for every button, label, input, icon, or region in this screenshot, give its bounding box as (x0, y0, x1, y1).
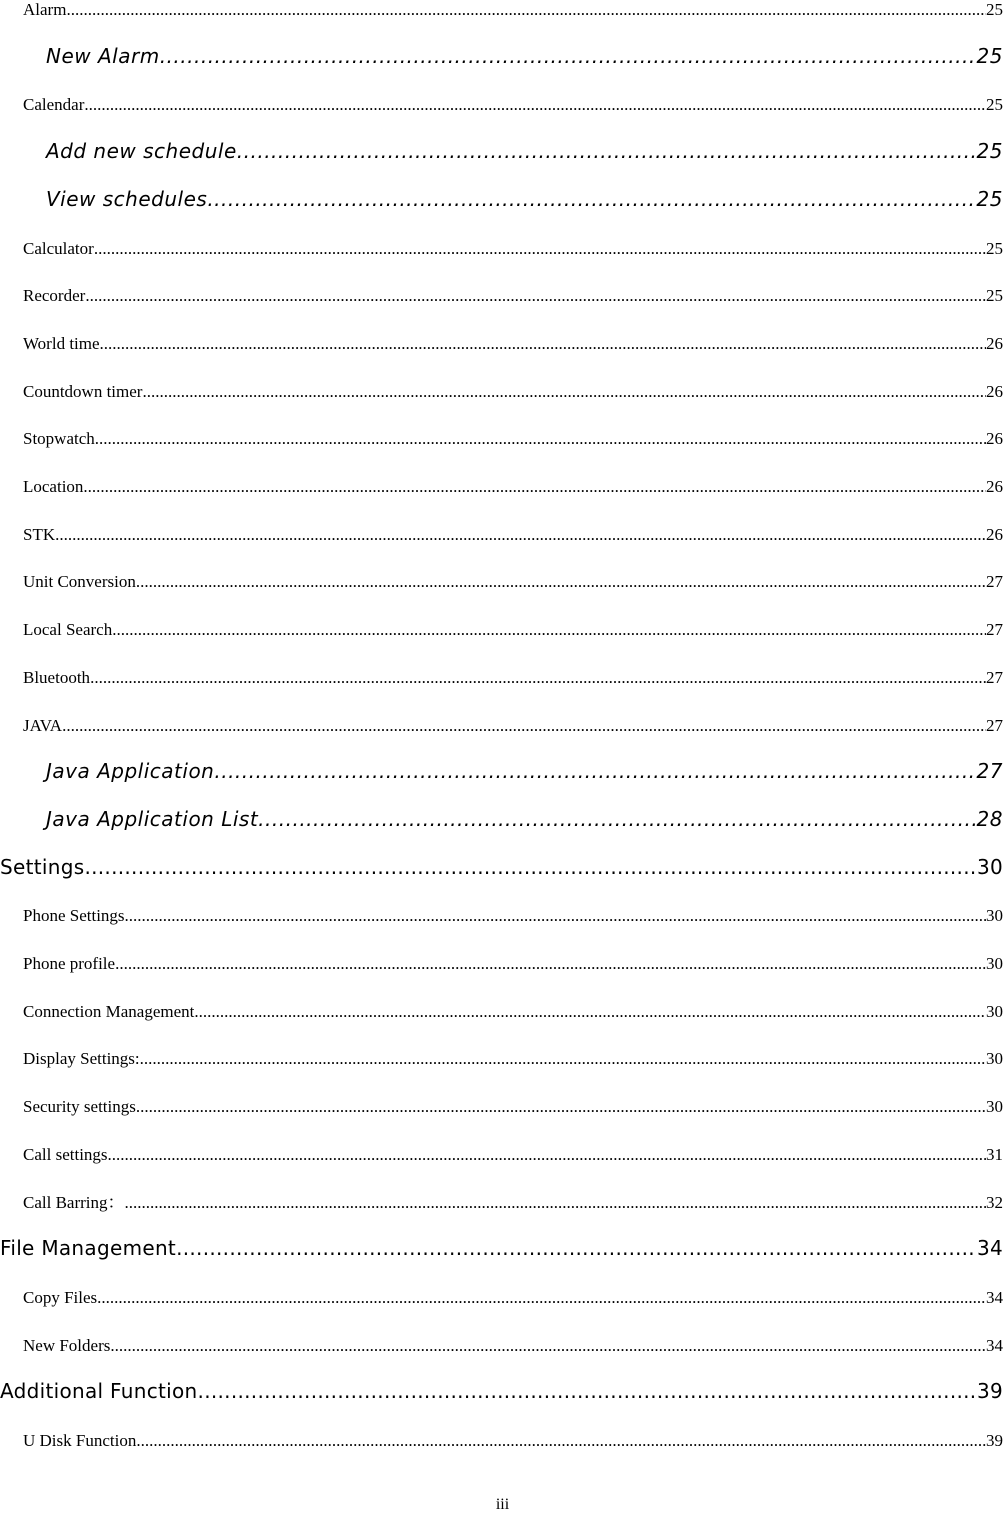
toc-entry-title: Settings (0, 855, 85, 879)
toc-entry-title: Copy Files (23, 1288, 98, 1307)
toc-entry[interactable] (0, 0, 1005, 20)
toc-entry[interactable] (0, 992, 1005, 1022)
toc-entry[interactable] (0, 372, 1005, 402)
toc-leader-dots (176, 1236, 977, 1260)
toc-entry-page: 30 (986, 1049, 1003, 1068)
toc-entry-page: 27 (986, 668, 1003, 687)
toc-entry-title: Phone Settings (23, 906, 125, 925)
toc-leader-dots (100, 334, 986, 354)
toc-leader-dots (142, 382, 986, 402)
toc-leader-dots (160, 44, 977, 68)
toc-leader-dots (207, 187, 976, 211)
toc-entry[interactable] (0, 1326, 1005, 1356)
toc-entry[interactable] (0, 181, 1005, 211)
toc-leader-dots (140, 1049, 986, 1069)
toc-entry[interactable] (0, 467, 1005, 497)
toc-entry-title: Display Settings: (23, 1049, 140, 1068)
toc-leader-dots (85, 286, 986, 306)
toc-entry[interactable] (0, 849, 1005, 879)
toc-entry[interactable] (0, 133, 1005, 163)
toc-entry-page: 30 (976, 855, 1003, 879)
toc-entry-title: Calendar (23, 95, 85, 114)
toc-entry-title: View schedules (46, 187, 208, 211)
toc-entry-title: Local Search (23, 620, 113, 639)
toc-entry[interactable] (0, 896, 1005, 926)
toc-entry-page: 34 (986, 1336, 1003, 1355)
toc-entry-title: Security settings (23, 1097, 136, 1116)
toc-entry-title: New Alarm (46, 44, 160, 68)
toc-entry-title: New Folders (23, 1336, 111, 1355)
toc-entry-page: 27 (986, 716, 1003, 735)
toc-entry[interactable] (0, 610, 1005, 640)
toc-leader-dots (194, 1002, 986, 1022)
toc-leader-dots (97, 1288, 986, 1308)
toc-entry-title: U Disk Function (23, 1431, 137, 1450)
toc-entry-title: Recorder (23, 286, 86, 305)
toc-leader-dots (125, 1193, 986, 1213)
toc-entry[interactable] (0, 801, 1005, 831)
toc-leader-dots (136, 1431, 986, 1451)
toc-entry-title: JAVA (23, 716, 63, 735)
toc-entry-title: Phone profile (23, 954, 116, 973)
toc-leader-dots (125, 906, 986, 926)
toc-leader-dots (84, 95, 986, 115)
toc-entry-title: World time (23, 334, 100, 353)
toc-leader-dots (55, 525, 986, 545)
toc-leader-dots (136, 572, 986, 592)
toc-entry-page: 39 (986, 1431, 1003, 1450)
toc-entry-title: Unit Conversion (23, 572, 136, 591)
toc-entry-page: 27 (986, 572, 1003, 591)
toc-entry-page: 25 (976, 139, 1003, 163)
toc-leader-dots (198, 1379, 977, 1403)
toc-entry[interactable] (0, 85, 1005, 115)
toc-leader-dots (94, 239, 986, 259)
toc-leader-dots (83, 477, 986, 497)
toc-leader-dots (84, 855, 977, 879)
toc-entry-page: 26 (986, 429, 1003, 448)
toc-entry[interactable] (0, 1421, 1005, 1451)
toc-leader-dots (110, 1336, 986, 1356)
toc-entry-page: 25 (986, 239, 1003, 258)
toc-entry-page: 32 (986, 1193, 1003, 1212)
toc-entry[interactable] (0, 276, 1005, 306)
toc-entry[interactable] (0, 658, 1005, 688)
toc-entry-page: 34 (986, 1288, 1003, 1307)
toc-entry-page: 30 (986, 906, 1003, 925)
toc-entry-title: Add new schedule (46, 139, 237, 163)
toc-leader-dots (112, 620, 986, 640)
toc-entry[interactable] (0, 324, 1005, 354)
toc-entry-page: 30 (986, 954, 1003, 973)
toc-entry-page: 31 (986, 1145, 1003, 1164)
toc-leader-dots (108, 1145, 986, 1165)
toc-entry[interactable] (0, 1230, 1005, 1260)
toc-entry-page: 25 (986, 286, 1003, 305)
toc-entry[interactable] (0, 706, 1005, 736)
toc-entry-title: Stopwatch (23, 429, 95, 448)
toc-entry-page: 26 (986, 525, 1003, 544)
toc-entry[interactable] (0, 1278, 1005, 1308)
toc-entry[interactable] (0, 1135, 1005, 1165)
toc-leader-dots (95, 429, 986, 449)
toc-entry-title: Calculator (23, 239, 94, 258)
toc-entry-title: Countdown timer (23, 382, 143, 401)
toc-entry[interactable] (0, 1087, 1005, 1117)
toc-entry-page: 39 (976, 1379, 1003, 1403)
toc-entry-page: 25 (986, 95, 1003, 114)
toc-entry[interactable] (0, 38, 1005, 68)
toc-entry-title: Java Application List (46, 807, 259, 831)
toc-entry[interactable] (0, 753, 1005, 783)
toc-leader-dots (90, 668, 986, 688)
toc-entry-title: Alarm (23, 0, 67, 19)
toc-entry-page: 26 (986, 382, 1003, 401)
toc-entry-title: File Management (0, 1236, 177, 1260)
toc-entry[interactable] (0, 419, 1005, 449)
toc-entry-page: 25 (986, 0, 1003, 19)
toc-leader-dots (62, 716, 986, 736)
page-number-footer: iii (495, 1496, 510, 1513)
toc-entry-title: STK (23, 525, 56, 544)
toc-leader-dots (136, 1097, 986, 1117)
toc-entry-page: 26 (986, 334, 1003, 353)
toc-entry-page: 27 (986, 620, 1003, 639)
toc-leader-dots (258, 807, 976, 831)
toc-leader-dots (214, 759, 976, 783)
toc-entry-page: 34 (976, 1236, 1003, 1260)
toc-entry-page: 28 (976, 807, 1003, 831)
toc-entry-title: Connection Management (23, 1002, 195, 1021)
toc-entry-title: Call Barring： (23, 1193, 125, 1212)
toc-entry-title: Bluetooth (23, 668, 91, 687)
toc-entry-page: 30 (986, 1002, 1003, 1021)
toc-entry-title: Java Application (46, 759, 215, 783)
toc-entry[interactable] (0, 1039, 1005, 1069)
toc-entry[interactable] (0, 1373, 1005, 1403)
toc-entry-title: Location (23, 477, 84, 496)
toc-entry-page: 26 (986, 477, 1003, 496)
toc-leader-dots (237, 139, 977, 163)
toc-entry[interactable] (0, 515, 1005, 545)
toc-entry[interactable] (0, 944, 1005, 974)
toc-entry-page: 25 (976, 187, 1003, 211)
toc-entry[interactable] (0, 229, 1005, 259)
toc-entry-title: Call settings (23, 1145, 108, 1164)
toc-entry[interactable] (0, 562, 1005, 592)
toc-entry-page: 30 (986, 1097, 1003, 1116)
toc-leader-dots (66, 0, 986, 20)
toc-entry[interactable] (0, 1183, 1005, 1213)
toc-entry-page: 27 (976, 759, 1003, 783)
toc-entry-page: 25 (976, 44, 1003, 68)
toc-entry-title: Additional Function (0, 1379, 198, 1403)
toc-leader-dots (115, 954, 986, 974)
